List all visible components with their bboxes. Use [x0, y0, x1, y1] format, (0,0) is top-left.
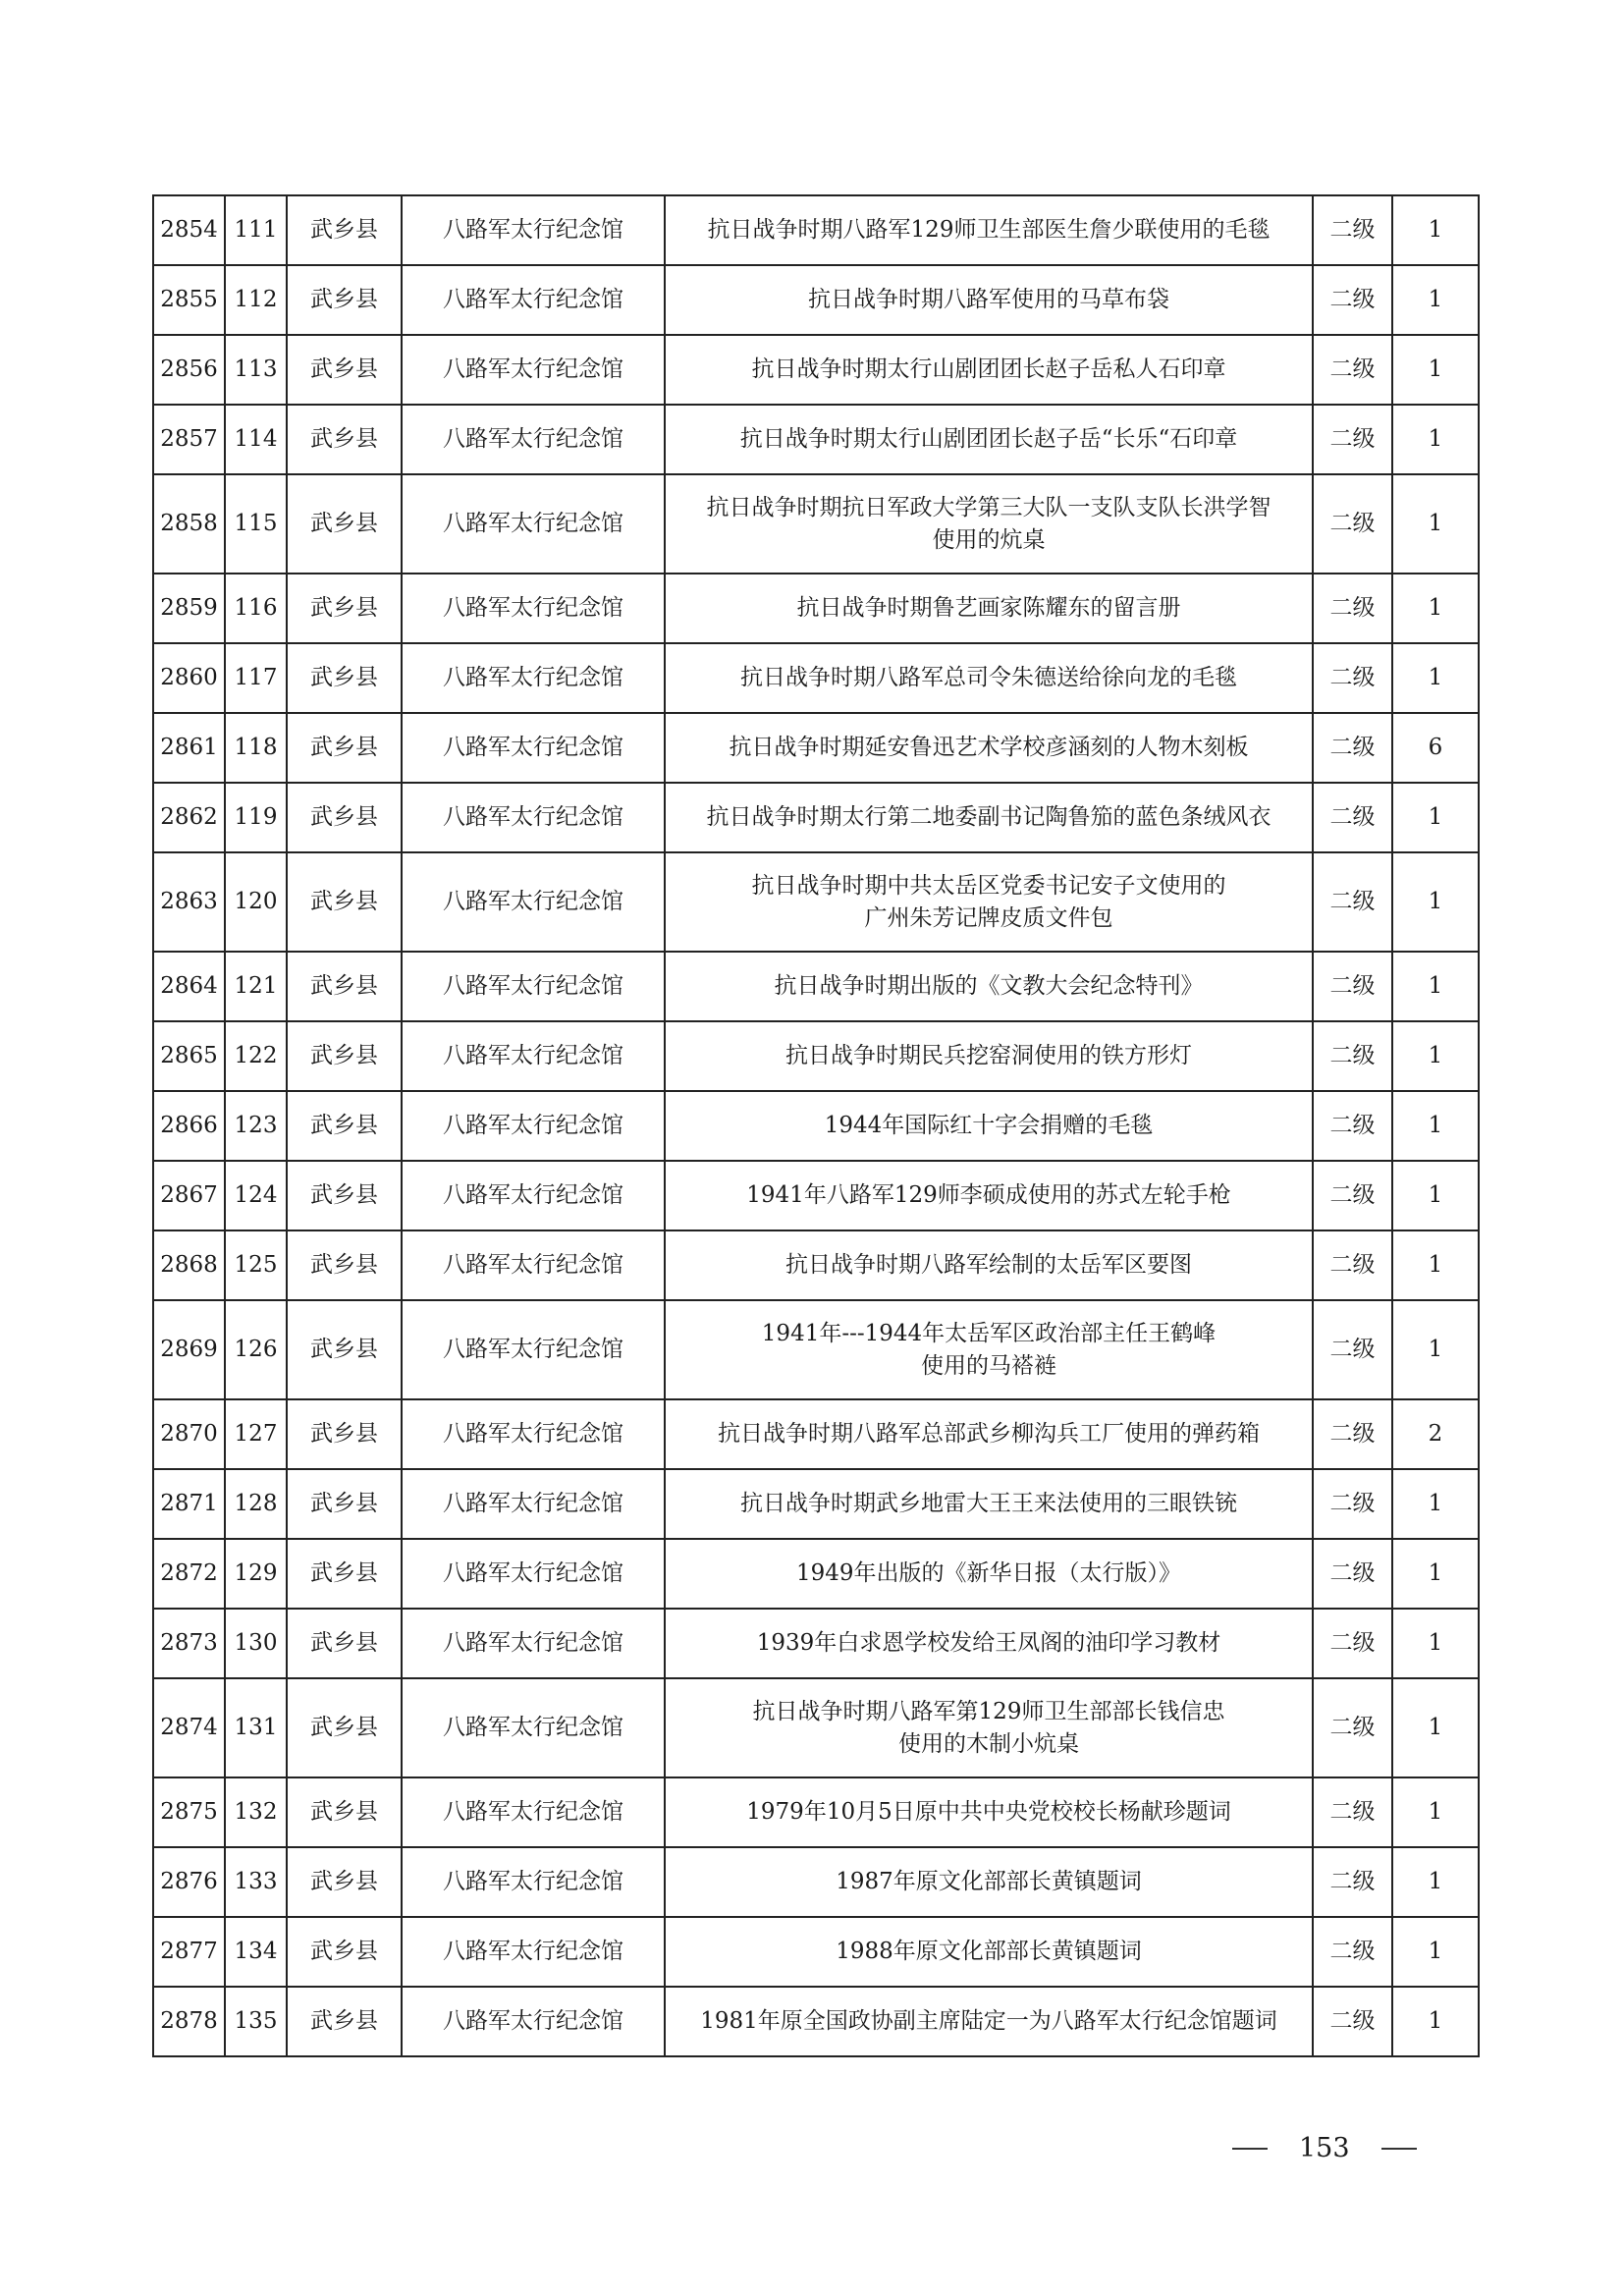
relic-name-cell: 抗日战争时期民兵挖窑洞使用的铁方形灯: [665, 1021, 1313, 1091]
county-cell: 武乡县: [287, 265, 402, 335]
quantity-cell: 1: [1392, 574, 1479, 643]
grade-level-cell: 二级: [1313, 195, 1392, 265]
sequence-number-cell: 113: [225, 335, 287, 405]
county-cell: 武乡县: [287, 1021, 402, 1091]
collection-unit-cell: 八路军太行纪念馆: [402, 852, 665, 952]
record-number-cell: 2855: [153, 265, 225, 335]
collection-unit-cell: 八路军太行纪念馆: [402, 713, 665, 783]
relic-name-cell: 抗日战争时期八路军绘制的太岳军区要图: [665, 1230, 1313, 1300]
collection-unit-cell: 八路军太行纪念馆: [402, 1987, 665, 2056]
table-row: [153, 783, 1479, 852]
grade-level-cell: 二级: [1313, 1230, 1392, 1300]
collection-unit-cell: 八路军太行纪念馆: [402, 405, 665, 474]
relic-name-cell: 1949年出版的《新华日报（太行版）》: [665, 1539, 1313, 1609]
sequence-number-cell: 118: [225, 713, 287, 783]
table-row: [153, 1230, 1479, 1300]
collection-unit-cell: 八路军太行纪念馆: [402, 1091, 665, 1161]
table-body: [153, 195, 1479, 2056]
sequence-number-cell: 131: [225, 1678, 287, 1777]
record-number-cell: 2856: [153, 335, 225, 405]
record-number-cell: 2868: [153, 1230, 225, 1300]
collection-unit-cell: 八路军太行纪念馆: [402, 1161, 665, 1230]
table-row: [153, 1678, 1479, 1777]
county-cell: 武乡县: [287, 713, 402, 783]
table-row: [153, 1021, 1479, 1091]
relic-name-cell: 抗日战争时期八路军总司令朱德送给徐向龙的毛毯: [665, 643, 1313, 713]
sequence-number-cell: 126: [225, 1300, 287, 1399]
sequence-number-cell: 119: [225, 783, 287, 852]
page-footer: [1232, 2133, 1417, 2163]
table-row: [153, 335, 1479, 405]
table-row: [153, 195, 1479, 265]
relic-name-cell: 抗日战争时期出版的《文教大会纪念特刊》: [665, 952, 1313, 1021]
record-number-cell: 2863: [153, 852, 225, 952]
sequence-number-cell: 116: [225, 574, 287, 643]
sequence-number-cell: 132: [225, 1777, 287, 1847]
sequence-number-cell: 133: [225, 1847, 287, 1917]
relic-name-cell: 抗日战争时期太行山剧团团长赵子岳“长乐“石印章: [665, 405, 1313, 474]
record-number-cell: 2859: [153, 574, 225, 643]
relic-name-cell: 抗日战争时期中共太岳区党委书记安子文使用的 广州朱芳记牌皮质文件包: [665, 852, 1313, 952]
sequence-number-cell: 123: [225, 1091, 287, 1161]
relic-name-cell: 1941年八路军129师李硕成使用的苏式左轮手枪: [665, 1161, 1313, 1230]
record-number-cell: 2871: [153, 1469, 225, 1539]
relic-name-cell: 抗日战争时期八路军总部武乡柳沟兵工厂使用的弹药箱: [665, 1399, 1313, 1469]
relic-name-cell: 1981年原全国政协副主席陆定一为八路军太行纪念馆题词: [665, 1987, 1313, 2056]
quantity-cell: 1: [1392, 1091, 1479, 1161]
table-row: [153, 643, 1479, 713]
relic-name-cell: 抗日战争时期太行山剧团团长赵子岳私人石印章: [665, 335, 1313, 405]
record-number-cell: 2860: [153, 643, 225, 713]
county-cell: 武乡县: [287, 1399, 402, 1469]
quantity-cell: 1: [1392, 405, 1479, 474]
county-cell: 武乡县: [287, 952, 402, 1021]
relic-name-cell: 抗日战争时期八路军使用的马草布袋: [665, 265, 1313, 335]
quantity-cell: 1: [1392, 195, 1479, 265]
record-number-cell: 2864: [153, 952, 225, 1021]
grade-level-cell: 二级: [1313, 713, 1392, 783]
county-cell: 武乡县: [287, 1230, 402, 1300]
quantity-cell: 1: [1392, 1987, 1479, 2056]
record-number-cell: 2854: [153, 195, 225, 265]
county-cell: 武乡县: [287, 1539, 402, 1609]
collection-unit-cell: 八路军太行纪念馆: [402, 1539, 665, 1609]
sequence-number-cell: 111: [225, 195, 287, 265]
relic-name-cell: 1939年白求恩学校发给王凤阁的油印学习教材: [665, 1609, 1313, 1678]
table-row: [153, 1777, 1479, 1847]
quantity-cell: 6: [1392, 713, 1479, 783]
grade-level-cell: 二级: [1313, 1161, 1392, 1230]
grade-level-cell: 二级: [1313, 405, 1392, 474]
quantity-cell: 1: [1392, 1161, 1479, 1230]
table-row: [153, 852, 1479, 952]
collection-unit-cell: 八路军太行纪念馆: [402, 1777, 665, 1847]
county-cell: 武乡县: [287, 1847, 402, 1917]
county-cell: 武乡县: [287, 1091, 402, 1161]
quantity-cell: 1: [1392, 852, 1479, 952]
relic-name-cell: 抗日战争时期太行第二地委副书记陶鲁笳的蓝色条绒风衣: [665, 783, 1313, 852]
collection-unit-cell: 八路军太行纪念馆: [402, 1609, 665, 1678]
record-number-cell: 2861: [153, 713, 225, 783]
grade-level-cell: 二级: [1313, 1917, 1392, 1987]
collection-unit-cell: 八路军太行纪念馆: [402, 1678, 665, 1777]
record-number-cell: 2877: [153, 1917, 225, 1987]
record-number-cell: 2858: [153, 474, 225, 574]
quantity-cell: 1: [1392, 643, 1479, 713]
sequence-number-cell: 135: [225, 1987, 287, 2056]
record-number-cell: 2866: [153, 1091, 225, 1161]
quantity-cell: 1: [1392, 1539, 1479, 1609]
table-row: [153, 1917, 1479, 1987]
sequence-number-cell: 122: [225, 1021, 287, 1091]
county-cell: 武乡县: [287, 1987, 402, 2056]
sequence-number-cell: 128: [225, 1469, 287, 1539]
county-cell: 武乡县: [287, 1777, 402, 1847]
quantity-cell: 1: [1392, 1300, 1479, 1399]
table-row: [153, 1469, 1479, 1539]
quantity-cell: 1: [1392, 1917, 1479, 1987]
table-row: [153, 1847, 1479, 1917]
sequence-number-cell: 124: [225, 1161, 287, 1230]
relic-name-cell: 1944年国际红十字会捐赠的毛毯: [665, 1091, 1313, 1161]
collection-unit-cell: 八路军太行纪念馆: [402, 643, 665, 713]
relic-name-cell: 1979年10月5日原中共中央党校校长杨献珍题词: [665, 1777, 1313, 1847]
relic-name-cell: 抗日战争时期鲁艺画家陈耀东的留言册: [665, 574, 1313, 643]
grade-level-cell: 二级: [1313, 1539, 1392, 1609]
relic-name-cell: 抗日战争时期抗日军政大学第三大队一支队支队长洪学智 使用的炕桌: [665, 474, 1313, 574]
quantity-cell: 1: [1392, 1847, 1479, 1917]
grade-level-cell: 二级: [1313, 1469, 1392, 1539]
grade-level-cell: 二级: [1313, 1847, 1392, 1917]
grade-level-cell: 二级: [1313, 1300, 1392, 1399]
collection-unit-cell: 八路军太行纪念馆: [402, 1300, 665, 1399]
right-dash: [1381, 2148, 1417, 2150]
grade-level-cell: 二级: [1313, 1091, 1392, 1161]
sequence-number-cell: 127: [225, 1399, 287, 1469]
grade-level-cell: 二级: [1313, 1777, 1392, 1847]
record-number-cell: 2872: [153, 1539, 225, 1609]
county-cell: 武乡县: [287, 195, 402, 265]
record-number-cell: 2873: [153, 1609, 225, 1678]
quantity-cell: 2: [1392, 1399, 1479, 1469]
quantity-cell: 1: [1392, 952, 1479, 1021]
grade-level-cell: 二级: [1313, 335, 1392, 405]
sequence-number-cell: 130: [225, 1609, 287, 1678]
collection-unit-cell: 八路军太行纪念馆: [402, 474, 665, 574]
grade-level-cell: 二级: [1313, 852, 1392, 952]
grade-level-cell: 二级: [1313, 1609, 1392, 1678]
sequence-number-cell: 129: [225, 1539, 287, 1609]
quantity-cell: 1: [1392, 1609, 1479, 1678]
county-cell: 武乡县: [287, 852, 402, 952]
grade-level-cell: 二级: [1313, 474, 1392, 574]
quantity-cell: 1: [1392, 1469, 1479, 1539]
grade-level-cell: 二级: [1313, 952, 1392, 1021]
record-number-cell: 2865: [153, 1021, 225, 1091]
county-cell: 武乡县: [287, 1300, 402, 1399]
sequence-number-cell: 134: [225, 1917, 287, 1987]
table-row: [153, 1161, 1479, 1230]
county-cell: 武乡县: [287, 574, 402, 643]
collection-unit-cell: 八路军太行纪念馆: [402, 265, 665, 335]
collection-unit-cell: 八路军太行纪念馆: [402, 952, 665, 1021]
relic-name-cell: 1988年原文化部部长黄镇题词: [665, 1917, 1313, 1987]
collection-unit-cell: 八路军太行纪念馆: [402, 195, 665, 265]
quantity-cell: 1: [1392, 1678, 1479, 1777]
record-number-cell: 2874: [153, 1678, 225, 1777]
page-number: 153: [1299, 2133, 1350, 2163]
table-row: [153, 1987, 1479, 2056]
grade-level-cell: 二级: [1313, 783, 1392, 852]
grade-level-cell: 二级: [1313, 1678, 1392, 1777]
quantity-cell: 1: [1392, 335, 1479, 405]
collection-unit-cell: 八路军太行纪念馆: [402, 783, 665, 852]
collection-unit-cell: 八路军太行纪念馆: [402, 1230, 665, 1300]
quantity-cell: 1: [1392, 1230, 1479, 1300]
record-number-cell: 2870: [153, 1399, 225, 1469]
county-cell: 武乡县: [287, 1469, 402, 1539]
record-number-cell: 2869: [153, 1300, 225, 1399]
table-row: [153, 574, 1479, 643]
grade-level-cell: 二级: [1313, 574, 1392, 643]
county-cell: 武乡县: [287, 1609, 402, 1678]
sequence-number-cell: 112: [225, 265, 287, 335]
county-cell: 武乡县: [287, 405, 402, 474]
collection-unit-cell: 八路军太行纪念馆: [402, 1917, 665, 1987]
record-number-cell: 2876: [153, 1847, 225, 1917]
sequence-number-cell: 117: [225, 643, 287, 713]
grade-level-cell: 二级: [1313, 643, 1392, 713]
grade-level-cell: 二级: [1313, 1987, 1392, 2056]
collection-unit-cell: 八路军太行纪念馆: [402, 1847, 665, 1917]
table-row: [153, 1539, 1479, 1609]
county-cell: 武乡县: [287, 783, 402, 852]
table-row: [153, 952, 1479, 1021]
sequence-number-cell: 115: [225, 474, 287, 574]
table-row: [153, 1609, 1479, 1678]
table-row: [153, 1091, 1479, 1161]
table-row: [153, 265, 1479, 335]
collection-unit-cell: 八路军太行纪念馆: [402, 335, 665, 405]
relics-table: [152, 194, 1480, 2057]
quantity-cell: 1: [1392, 783, 1479, 852]
sequence-number-cell: 125: [225, 1230, 287, 1300]
collection-unit-cell: 八路军太行纪念馆: [402, 574, 665, 643]
county-cell: 武乡县: [287, 643, 402, 713]
collection-unit-cell: 八路军太行纪念馆: [402, 1469, 665, 1539]
quantity-cell: 1: [1392, 474, 1479, 574]
quantity-cell: 1: [1392, 1021, 1479, 1091]
relic-name-cell: 抗日战争时期八路军129师卫生部医生詹少联使用的毛毯: [665, 195, 1313, 265]
quantity-cell: 1: [1392, 1777, 1479, 1847]
record-number-cell: 2862: [153, 783, 225, 852]
record-number-cell: 2857: [153, 405, 225, 474]
county-cell: 武乡县: [287, 1917, 402, 1987]
grade-level-cell: 二级: [1313, 265, 1392, 335]
quantity-cell: 1: [1392, 265, 1479, 335]
county-cell: 武乡县: [287, 335, 402, 405]
table-row: [153, 1399, 1479, 1469]
table-row: [153, 713, 1479, 783]
county-cell: 武乡县: [287, 1161, 402, 1230]
record-number-cell: 2867: [153, 1161, 225, 1230]
table-row: [153, 1300, 1479, 1399]
grade-level-cell: 二级: [1313, 1399, 1392, 1469]
record-number-cell: 2878: [153, 1987, 225, 2056]
sequence-number-cell: 120: [225, 852, 287, 952]
collection-unit-cell: 八路军太行纪念馆: [402, 1399, 665, 1469]
table-row: [153, 474, 1479, 574]
relic-name-cell: 1941年---1944年太岳军区政治部主任王鹤峰 使用的马褡裢: [665, 1300, 1313, 1399]
table-row: [153, 405, 1479, 474]
collection-unit-cell: 八路军太行纪念馆: [402, 1021, 665, 1091]
left-dash: [1232, 2148, 1268, 2150]
sequence-number-cell: 121: [225, 952, 287, 1021]
relic-name-cell: 抗日战争时期八路军第129师卫生部部长钱信忠 使用的木制小炕桌: [665, 1678, 1313, 1777]
relic-name-cell: 1987年原文化部部长黄镇题词: [665, 1847, 1313, 1917]
county-cell: 武乡县: [287, 474, 402, 574]
grade-level-cell: 二级: [1313, 1021, 1392, 1091]
record-number-cell: 2875: [153, 1777, 225, 1847]
sequence-number-cell: 114: [225, 405, 287, 474]
relic-name-cell: 抗日战争时期武乡地雷大王王来法使用的三眼铁铳: [665, 1469, 1313, 1539]
relic-name-cell: 抗日战争时期延安鲁迅艺术学校彦涵刻的人物木刻板: [665, 713, 1313, 783]
county-cell: 武乡县: [287, 1678, 402, 1777]
